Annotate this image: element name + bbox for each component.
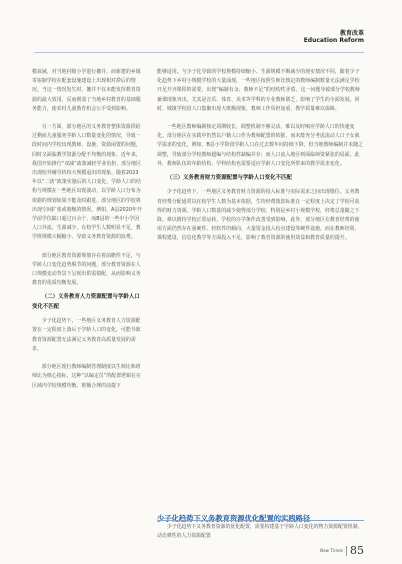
section-heading-underline xyxy=(157,520,364,521)
right-paragraph-3: 少子化趋势下，一些地区义务教育财力资源的投入标准与实际需求之间出现错位。义务教育经费分配通常以在校学生人数为基本依据，生均经费拨款标准在一定程度上决定了学校可获得的财力资源。学龄人口数量的减少使得部分学校，特别是乡村小规模学校，经费总量随之下降，难以维持学校正常运转，学校的办学条件改善受到影响。此外，部分地区在教育经费的使用方面仍然存在重硬件、轻软件的倾向，大量资金投入校舍建设等硬件设施，而在教师培训、课程建设、信息化教学等方面投入不足，影响了教育资源的使用效益和教育质量的提升。 xyxy=(157,189,360,242)
section-title-cn: 教育改革 xyxy=(339,30,364,37)
left-paragraph-1: 模衰减，对当地村级小学进行撤并，而新建的乡镇寄宿制学校在配套设施建设上出现相对滞后的情况。当这一情况发生时，撤并不仅未能发挥教育资源的最大效用，反而削弱了当地乡村教育的基础服务能力，使农村儿童教育机会公平受到影响。 xyxy=(32,69,141,112)
right-paragraph-2: 一些地区教师编制核定周期较长，调整机制不够灵活，难以及时响应学龄人口的快速变化。部分地区在实践中仍然以户籍人口作为教师配置的依据，而未能充分考虑流动人口子女就学需求的变化。例如，B县小学阶段学龄人口在过去数年间持续下降，但当地教师编制并未随之调整，导致部分学校教师超编与结构性缺编并存；而人口流入地区则面临师资紧张的局面。此外，教师队伍的年龄结构、学科结构也需要适应学龄人口变化所带来的教学需求变化。 xyxy=(157,124,363,167)
left-paragraph-4: 少子化趋势下，一些地区义务教育人力资源配置在一定程度上落后于学龄人口的变化，可能导致教育资源配置无法满足义务教育高质量发展的需求。 xyxy=(32,318,141,352)
bottom-paragraph xyxy=(157,523,364,541)
page-number: 85 xyxy=(350,544,364,557)
right-paragraph-1: 能够适用。与少子化导致的学校规模持续缩小、生源规模不断减少的现实情况不同，随着少子化趋势下乡村小规模学校的大量涌现，一些地区按照生师比核定的教师编制数量无法满足学校开足开齐课程的需要，出现“编制有余、教师不足”的结构性矛盾。这一问题导致部分学校教师兼课现象突出，尤其是音乐、体育、美术等学科的专业教师匮乏，影响了学生的全面发展。同时，城镇学校因人口集聚出现大班额现象，教师工作负担加重，教学质量难以保障。 xyxy=(157,69,360,112)
left-paragraph-5: 部分地区现行教师编制管理制度以生师比和班师比为核心指标，这种“以编定员”的配置逻辑在在区域内学校规模均衡、班额合理的前提下 xyxy=(32,364,141,389)
bottom-paragraph-text: 少子化趋势下义务教育资源的优化配置，需要构建基于学龄人口变化的物力资源配置机制、动态弹性的人力资源配置 xyxy=(157,524,363,540)
right-column xyxy=(157,68,364,244)
section-title-en: Education Reform xyxy=(303,37,364,44)
page-footer xyxy=(320,544,364,557)
left-paragraph-3: 部分地区教育资源规划存在着前瞻性不足、与学龄人口变化趋势脱节的问题，部分教育资源在人口规模变动背景下呈现出供需错配，从而影响义务教育的优质均衡发展。 xyxy=(32,252,141,287)
left-column xyxy=(32,68,142,391)
footer-divider xyxy=(346,546,347,556)
header-divider xyxy=(34,52,364,53)
left-paragraph-2: 另一方面，部分地区的义务教育整体资源供给过剩而儿童服务学龄人口数量变化的情况，导致一段时间内学校出现教师、设施、资源闲置的问题，同时又面临教学资源分配不均衡的现象。近年来，我国开始推行“双减”政策减轻学业负担，部分地区出现校外辅导机构大规模退出的现象。随着2023年以“二孩”政策实施后的人口变化，学龄人口的结构与规模在一些地区出现波动，以学龄人口分布为依据的规划如果不能及时跟进，部分地区的学校将出现空间扩张或收缩的情况。例如，A县2020年开学前学位缺口超过百余个，而B县的一些中小学因人口外流、生源减少，在校学生人数明显不足，教学班规模大幅缩小，导致义务教育资源的浪费。 xyxy=(32,124,142,241)
magazine-name: New Times xyxy=(319,548,343,553)
subheading-2: （二）义务教育人力资源配置与学龄人口变化不匹配 xyxy=(32,294,140,310)
page-header xyxy=(304,30,364,44)
section-heading-text: 少子化趋势下义务教育资源优化配置的实践路径 xyxy=(157,514,311,523)
section-heading xyxy=(157,506,364,523)
subheading-3: （三）义务教育财力资源配置与学龄人口变化不匹配 xyxy=(166,175,292,182)
